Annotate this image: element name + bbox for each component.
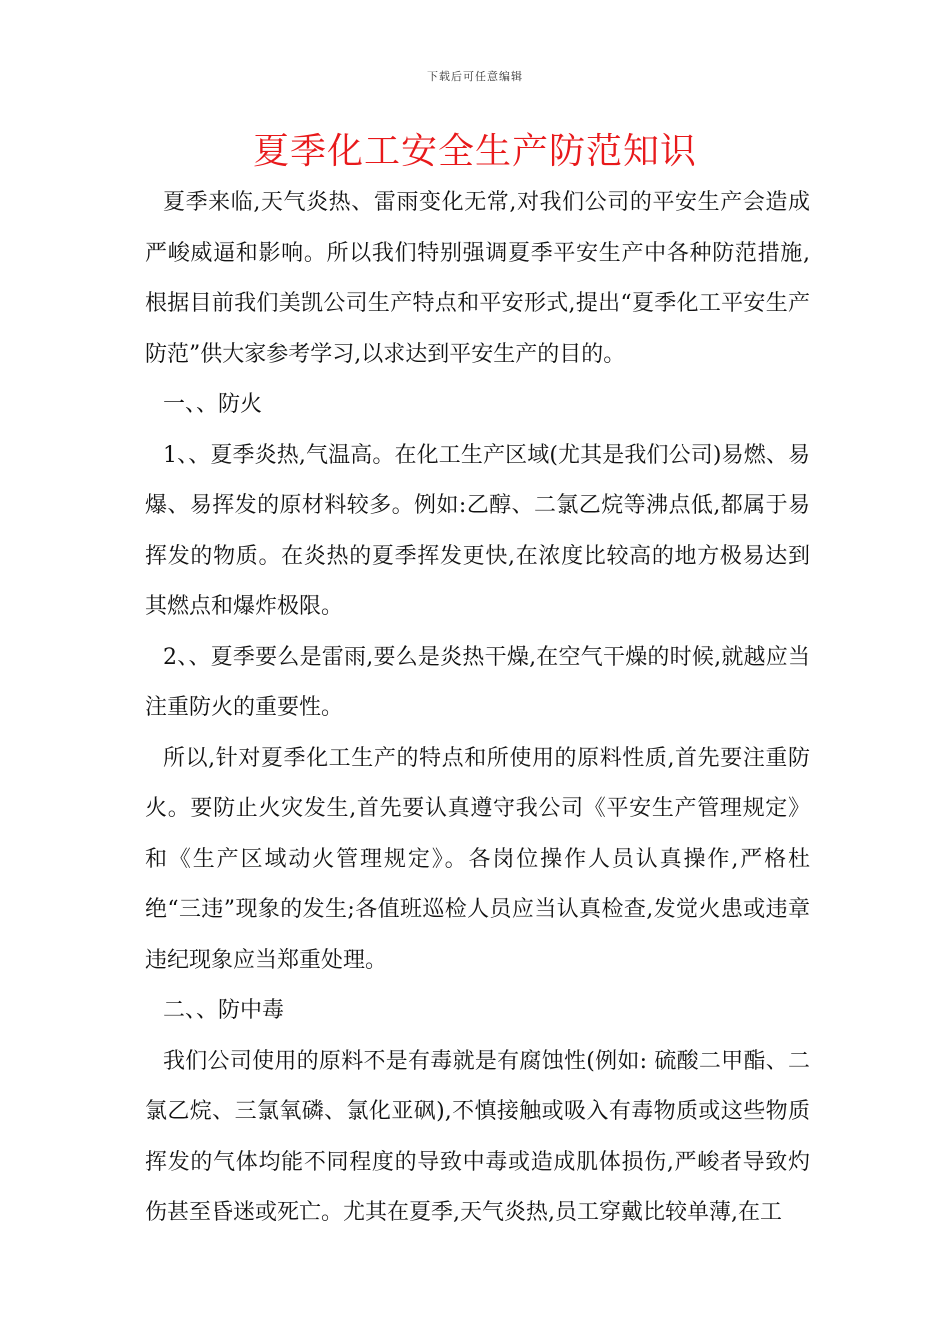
section-heading-poison: 二、、防中毒 — [163, 998, 285, 1023]
paragraph-fire-summary: 所以,针对夏季化工生产的特点和所使用的原料性质,首先要注重防火。要防止火灾发生,首先要认真遵守我公司《平安生产管理规定》和《生产区域动火管理规定》。各岗位操作人员认真操作,严格杜绝“三违”现象的发生;各值班巡检人员应当认真检查,发觉火患或违章违纪现象应当郑重处理。 — [145, 745, 810, 973]
paragraph-intro: 夏季来临,天气炎热、雷雨变化无常,对我们公司的平安生产会造成严峻威逼和影响。所以我们特别强调夏季平安生产中各种防范措施,根据目前我们美凯公司生产特点和平安形式,提出“夏季化工平安生产防范”供大家参考学习,以求达到平安生产的目的。 — [145, 190, 810, 367]
document-body — [145, 178, 810, 1239]
paragraph-fire-2: 2、、夏季要么是雷雨,要么是炎热干燥,在空气干燥的时候,就越应当注重防火的重要性。 — [145, 644, 810, 720]
document-title: 夏季化工安全生产防范知识 — [252, 131, 697, 172]
paragraph-fire-1: 1、、夏季炎热,气温高。在化工生产区域(尤其是我们公司)易燃、易爆、易挥发的原材料较多。例如:乙醇、二氯乙烷等沸点低,都属于易挥发的物质。在炎热的夏季挥发更快,在浓度比较高的地方极易达到其燃点和爆炸极限。 — [145, 442, 810, 619]
section-heading-fire: 一、、防火 — [163, 392, 263, 417]
header-note: 下载后可任意编辑 — [427, 70, 523, 83]
paragraph-poison: 我们公司使用的原料不是有毒就是有腐蚀性(例如: 硫酸二甲酯、二氯乙烷、三氯氧磷、氯化亚砜),不慎接触或吸入有毒物质或这些物质挥发的气体均能不同程度的导致中毒或造成肌体损伤,严峻者导致灼伤甚至昏迷或死亡。尤其在夏季,天气炎热,员工穿戴比较单薄,在工 — [145, 1048, 810, 1225]
